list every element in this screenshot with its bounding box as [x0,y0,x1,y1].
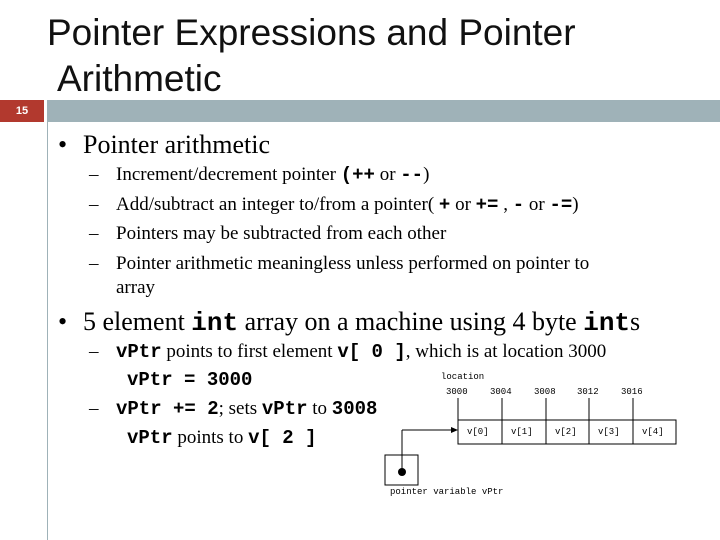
code-int: int [191,308,239,338]
text: ) [572,194,579,215]
text: points to [172,427,249,448]
dash-marker: – [89,223,99,244]
code-minus: - [512,194,525,216]
slide-title-line2: Arithmetic [57,58,222,99]
text: , [498,194,513,215]
code-3008: 3008 [331,398,378,420]
code-vptr: vPtr [127,427,173,449]
text: array on a machine using 4 byte [238,307,584,336]
code-v2: v[ 2 ] [248,427,317,449]
text: to [307,398,332,419]
cell-v1: v[1] [511,427,533,437]
cell-v2: v[2] [555,427,577,437]
cell-v3: v[3] [598,427,620,437]
address-3004: 3004 [490,387,512,397]
text: Pointers may be subtracted from each other [116,223,447,244]
code-v0: v[ 0 ] [337,341,406,363]
location-label: location [441,372,485,382]
cell-v0: v[0] [467,427,489,437]
address-3012: 3012 [577,387,599,397]
code-plus-eq: += [475,194,499,216]
code-plus: + [438,194,451,216]
text: , which is at location 3000 [405,341,607,362]
text: or [374,164,401,185]
text: s [630,307,641,336]
code-vptr: vPtr [116,341,162,363]
text: ) [423,164,430,185]
dash-marker: – [89,398,99,419]
address-3000: 3000 [446,387,468,397]
code: vPtr = 3000 [127,369,253,391]
code-minus-eq: -= [549,194,573,216]
dash-marker: – [89,253,99,274]
text: Pointer arithmetic meaningless unless performed on pointer to [116,253,590,274]
address-3016: 3016 [621,387,643,397]
bullet-marker: • [58,130,68,159]
dash-marker: – [89,164,99,185]
slide-number: 15 [15,105,29,117]
text: Increment/decrement pointer [116,164,341,185]
text: Add/subtract an integer to/from a pointer( [116,194,439,215]
pointer-arrow-icon [451,427,458,433]
code-inc: (++ [340,164,375,186]
dash-marker: – [89,341,99,362]
text: ; sets [218,398,262,419]
text: or [450,194,476,215]
dash-marker: – [89,194,99,215]
address-3008: 3008 [534,387,556,397]
text: points to first element [161,341,338,362]
code-int: int [583,308,631,338]
slide-title-line1: Pointer Expressions and Pointer [47,12,576,53]
pointer-label: pointer variable vPtr [390,487,504,497]
code-vptr: vPtr [261,398,308,420]
code-dec: -- [400,164,424,186]
bullet-text: Pointer arithmetic [83,130,271,159]
text: or [524,194,550,215]
code-vptr-plus-eq: vPtr += 2 [116,398,219,420]
cell-v4: v[4] [642,427,664,437]
text: 5 element [83,307,192,336]
bullet-marker: • [58,307,68,336]
text: array [116,277,156,298]
